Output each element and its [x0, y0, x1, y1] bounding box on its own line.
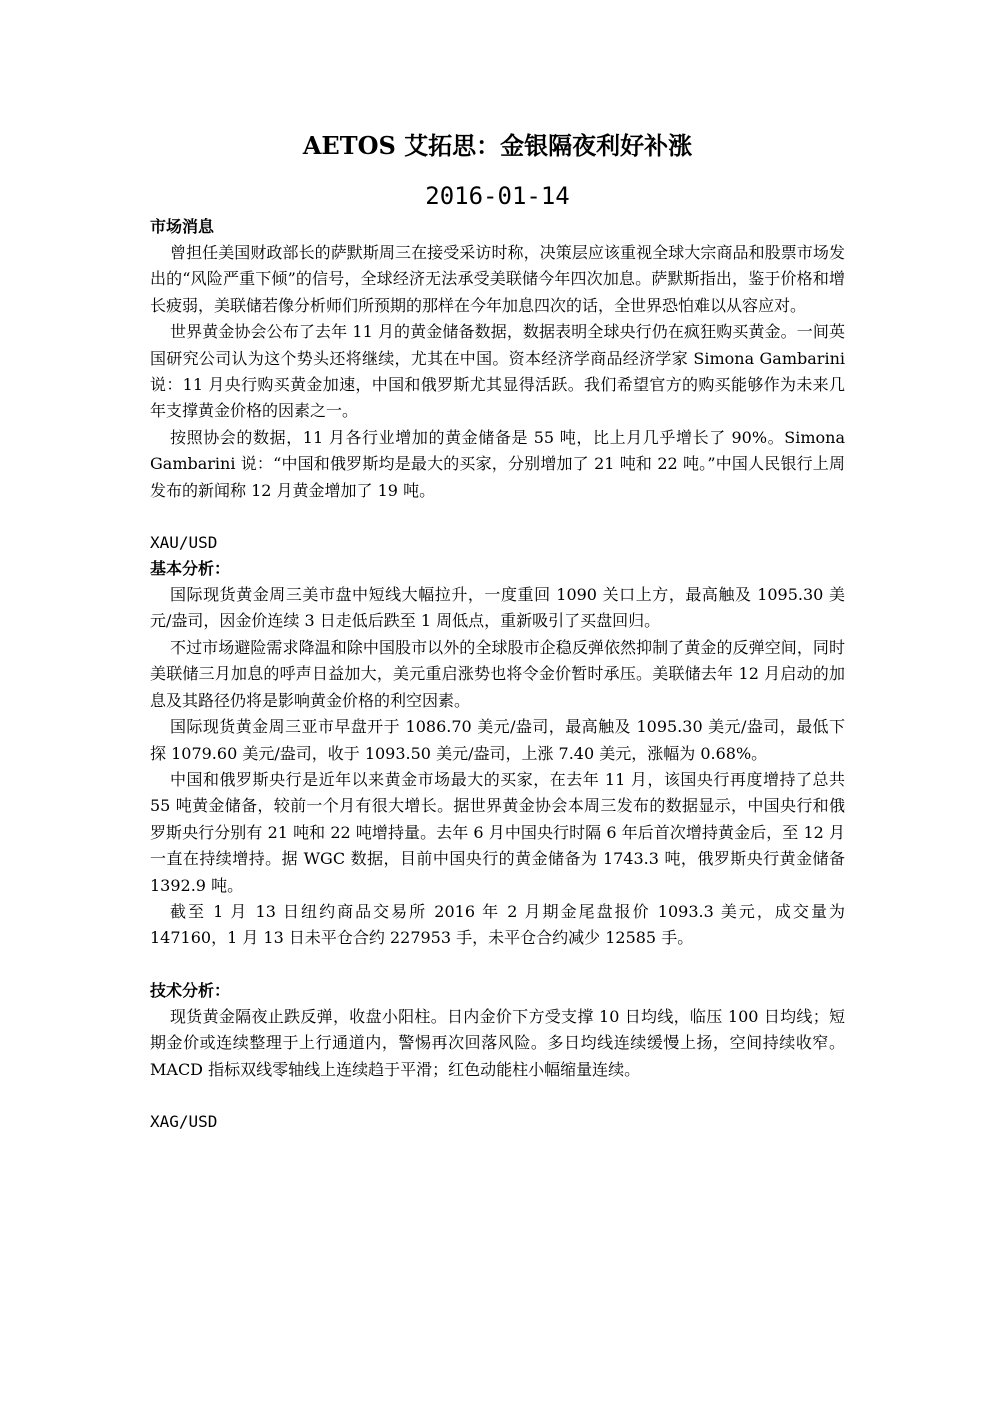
market-news-heading: 市场消息 — [150, 217, 215, 236]
xau-fundamental-paragraph: 不过市场避险需求降温和除中国股市以外的全球股市企稳反弹依然抑制了黄金的反弹空间，同时美联储三月加息的呼声日益加大，美元重启涨势也将令金价暂时承压。美联储去年 12 月启动的加息及其路径仍将是影响黄金价格的利空因素。 — [150, 637, 845, 710]
document-date: 2016-01-14 — [425, 182, 570, 210]
xag-symbol-label: XAG/USD — [150, 1111, 218, 1131]
xau-fundamental-paragraph: 国际现货黄金周三亚市早盘开于 1086.70 美元/盎司，最高触及 1095.30 美元/盎司，最低下探 1079.60 美元/盎司，收于 1093.50 美元/盎司，上涨 7.40 美元，涨幅为 0.68%。 — [150, 717, 845, 763]
xau-fundamental-heading: 基本分析： — [150, 559, 231, 579]
xau-fundamental-paragraph: 中国和俄罗斯央行是近年以来黄金市场最大的买家，在去年 11 月，该国央行再度增持了总共 55 吨黄金储备，较前一个月有很大增长。据世界黄金协会本周三发布的数据显示，中国央行和俄罗斯央行分别有 21 吨和 22 吨增持量。去年 6 月中国央行时隔 6 年后首次增持黄金后，至 12 月一直在持续增持。据 WGC 数据，目前中国央行的黄金储备为 1743.3 吨，俄罗斯央行黄金储备 1392.9 吨。 — [150, 769, 845, 895]
xau-technical-heading: 技术分析： — [150, 980, 231, 1000]
section-spacer — [150, 504, 845, 530]
section-spacer — [150, 1083, 845, 1109]
xau-fundamental-paragraph: 国际现货黄金周三美市盘中短线大幅拉升，一度重回 1090 关口上方，最高触及 1095.30 美元/盎司，因金价连续 3 日走低后跌至 1 周低点，重新吸引了买盘回归。 — [150, 585, 845, 631]
xau-symbol-label: XAU/USD — [150, 533, 218, 553]
market-news-paragraph: 按照协会的数据，11 月各行业增加的黄金储备是 55 吨，比上月几乎增长了 90%。Simona Gambarini 说：“中国和俄罗斯均是最大的买家，分别增加了 21 吨和 22 吨。”中国人民银行上周发布的新闻称 12 月黄金增加了 19 吨。 — [150, 427, 845, 500]
market-news-paragraph: 世界黄金协会公布了去年 11 月的黄金储备数据，数据表明全球央行仍在疯狂购买黄金。一间英国研究公司认为这个势头还将继续，尤其在中国。资本经济学商品经济学家 Simona Gambarini 说：11 月央行购买黄金加速，中国和俄罗斯尤其显得活跃。我们希望官方的购买能够作为未来几年支撑黄金价格的因素之一。 — [150, 322, 845, 421]
document-body — [150, 128, 845, 1135]
section-spacer — [150, 952, 845, 978]
market-news-paragraph: 曾担任美国财政部长的萨默斯周三在接受采访时称，决策层应该重视全球大宗商品和股票市场发出的“风险严重下倾”的信号，全球经济无法承受美联储今年四次加息。萨默斯指出，鉴于价格和增长疲弱，美联储若像分析师们所预期的那样在今年加息四次的话，全世界恐怕难以从容应对。 — [150, 243, 845, 315]
xau-fundamental-paragraph: 截至 1 月 13 日纽约商品交易所 2016 年 2 月期金尾盘报价 1093.3 美元，成交量为 147160，1 月 13 日未平仓合约 227953 手，未平仓合约减少 12585 手。 — [150, 901, 845, 948]
document-title: AETOS 艾拓思：金银隔夜利好补涨 — [302, 131, 693, 160]
xau-technical-paragraph: 现货黄金隔夜止跌反弹，收盘小阳柱。日内金价下方受支撑 10 日均线，临压 100 日均线；短期金价或连续整理于上行通道内，警惕再次回落风险。多日均线连续缓慢上扬，空间持续收窄。MACD 指标双线零轴线上连续趋于平滑；红色动能柱小幅缩量连续。 — [150, 1006, 845, 1079]
